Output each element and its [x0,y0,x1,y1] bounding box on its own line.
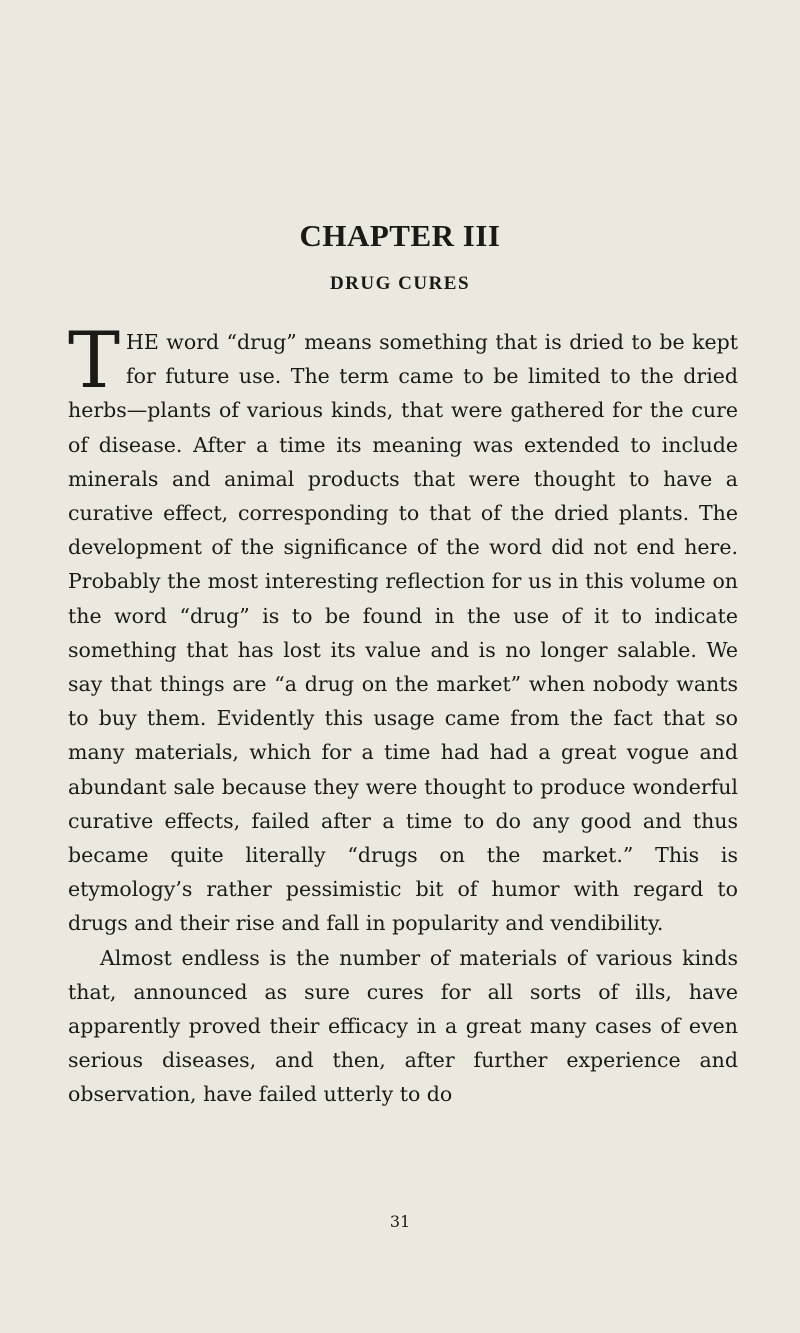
paragraph-1-text: HE word “drug” means something that is dried to be kept for future use. The term came to be limited to the dried herbs—plants of various kinds, that were gathered for the cure of disease. After a time its meaning was extended to include minerals and animal products that were thought to have a curative effect, corresponding to that of the dried plants. The development of the significance of the word did not end here. Probably the most interesting reflection for us in this volume on the word “drug” is to be found in the use of it to indicate something that has lost its value and is no longer salable. We say that things are “a drug on the market” when nobody wants to buy them. Evidently this usage came from the fact that so many materials, which for a time had had a great vogue and abundant sale because they were thought to produce wonderful curative effects, failed after a time to do any good and thus became quite literally “drugs on the market.” This is etymology’s rather pessimistic bit of humor with regard to drugs and their rise and fall in popularity and vendibility. [68,330,738,936]
chapter-subtitle: DRUG CURES [329,273,471,294]
drop-cap: T [68,316,121,406]
page-number: 31 [389,1212,411,1231]
paragraph-2: Almost endless is the number of materials of various kinds that, announced as sure cures for all sorts of ills, have apparently proved their efficacy in a great many cases of even serious diseases, and then, after further experience and observation, have failed utterly to do [68,945,738,1107]
body-text [68,316,738,1112]
chapter-title: CHAPTER III [299,218,501,253]
paragraph-1 [68,316,738,941]
